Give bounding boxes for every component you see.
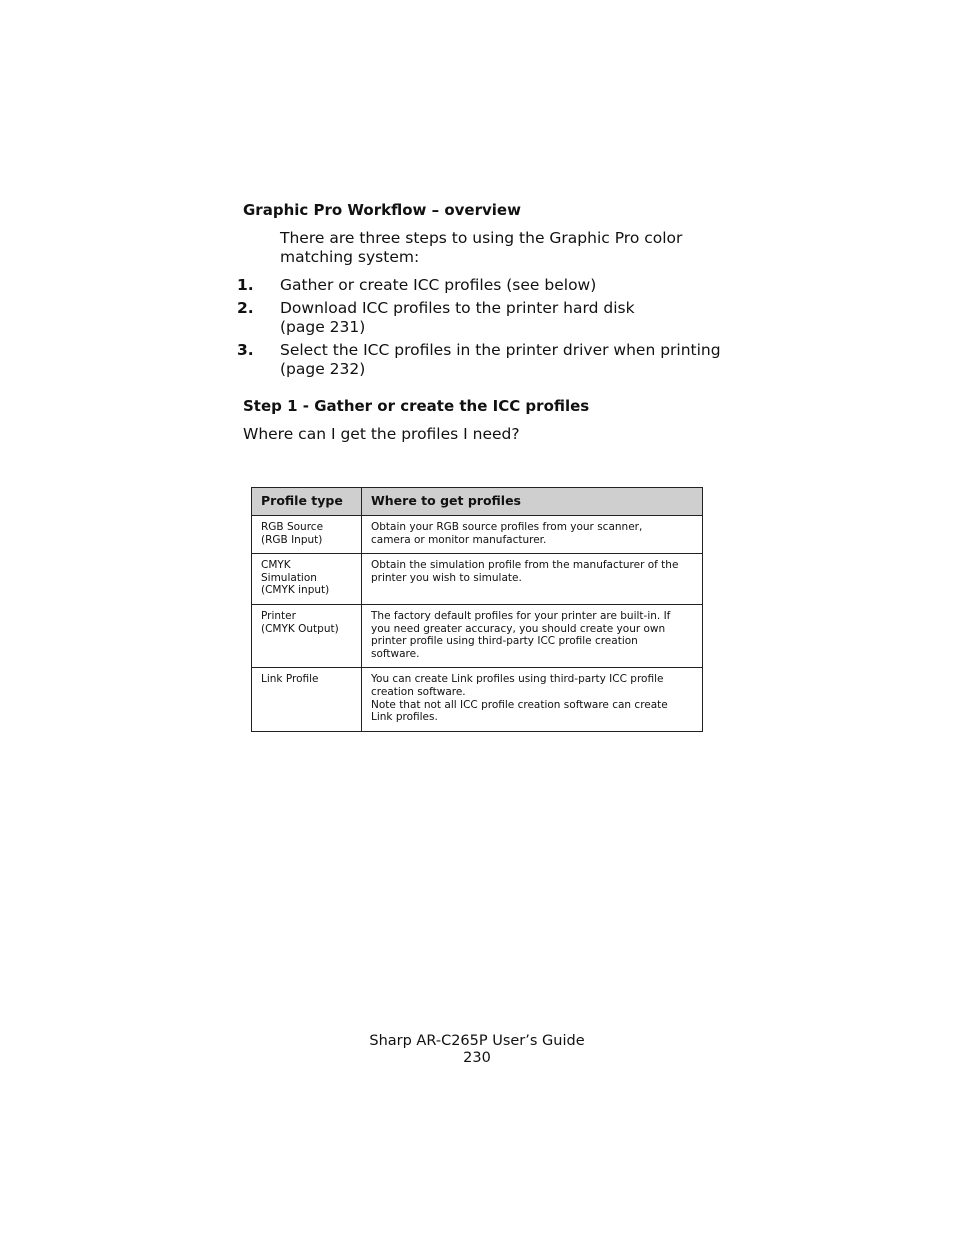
profiles-table	[251, 487, 703, 732]
step-number: 3.	[237, 341, 254, 359]
question-text: Where can I get the profiles I need?	[243, 425, 520, 443]
cell-line: You can create Link profiles using third-party ICC profile	[371, 673, 664, 686]
cell-line: RGB Source	[261, 521, 324, 533]
step-number: 1.	[237, 276, 254, 294]
cell-line: (CMYK Output)	[261, 622, 339, 635]
cell-line: CMYK	[261, 559, 291, 572]
cell-line: you need greater accuracy, you should create your own	[371, 622, 666, 635]
profile-type-cell	[252, 668, 362, 731]
where-cell	[362, 516, 703, 554]
step1-title: Step 1 - Gather or create the ICC profiles	[243, 397, 590, 415]
table-header-row	[252, 488, 703, 516]
cell-line: printer you wish to simulate.	[371, 571, 522, 584]
section-title: Graphic Pro Workflow – overview	[243, 201, 521, 219]
where-cell	[362, 554, 703, 605]
profile-type-cell	[252, 554, 362, 605]
cell-line: camera or monitor manufacturer.	[371, 533, 547, 546]
cell-line: Obtain the simulation profile from the manufacturer of the	[371, 559, 679, 572]
step-text-line: Select the ICC profiles in the printer driver when printing	[280, 341, 721, 359]
where-cell	[362, 668, 703, 731]
cell-line: Note that not all ICC profile creation software can create	[371, 698, 668, 711]
cell-line: Link Profile	[261, 673, 319, 686]
cell-line: creation software.	[371, 685, 466, 698]
table-row	[252, 604, 703, 667]
step-text	[280, 299, 740, 337]
table-row	[252, 554, 703, 605]
table-row	[252, 668, 703, 731]
cell-line: (CMYK input)	[261, 584, 330, 597]
cell-line: Link profiles.	[371, 711, 438, 724]
column-header-profile-type: Profile type	[252, 488, 362, 516]
footer-guide-title: Sharp AR-C265P User’s Guide	[369, 1033, 585, 1049]
cell-line: printer profile using third-party ICC profile creation	[371, 635, 638, 648]
profile-type-cell	[252, 516, 362, 554]
where-cell	[362, 604, 703, 667]
cell-line: (RGB Input)	[261, 533, 323, 546]
step-number: 2.	[237, 299, 254, 317]
cell-line: The factory default profiles for your printer are built-in. If	[371, 609, 671, 622]
cell-line: Printer	[261, 609, 296, 622]
footer-page-number: 230	[463, 1050, 491, 1066]
cell-line: Simulation	[261, 571, 317, 584]
step-text	[280, 341, 740, 379]
column-header-where: Where to get profiles	[362, 488, 703, 516]
step-text: Gather or create ICC profiles (see below)	[280, 276, 597, 294]
profile-type-cell	[252, 604, 362, 667]
cell-line: software.	[371, 647, 420, 660]
step-text-line: Download ICC profiles to the printer hard disk	[280, 299, 635, 317]
step-text-line: (page 231)	[280, 318, 366, 336]
step-text-line: (page 232)	[280, 360, 366, 378]
table-row	[252, 516, 703, 554]
intro-text: There are three steps to using the Graphic Pro color matching system:	[280, 229, 683, 266]
cell-line: Obtain your RGB source profiles from your scanner,	[371, 521, 643, 533]
